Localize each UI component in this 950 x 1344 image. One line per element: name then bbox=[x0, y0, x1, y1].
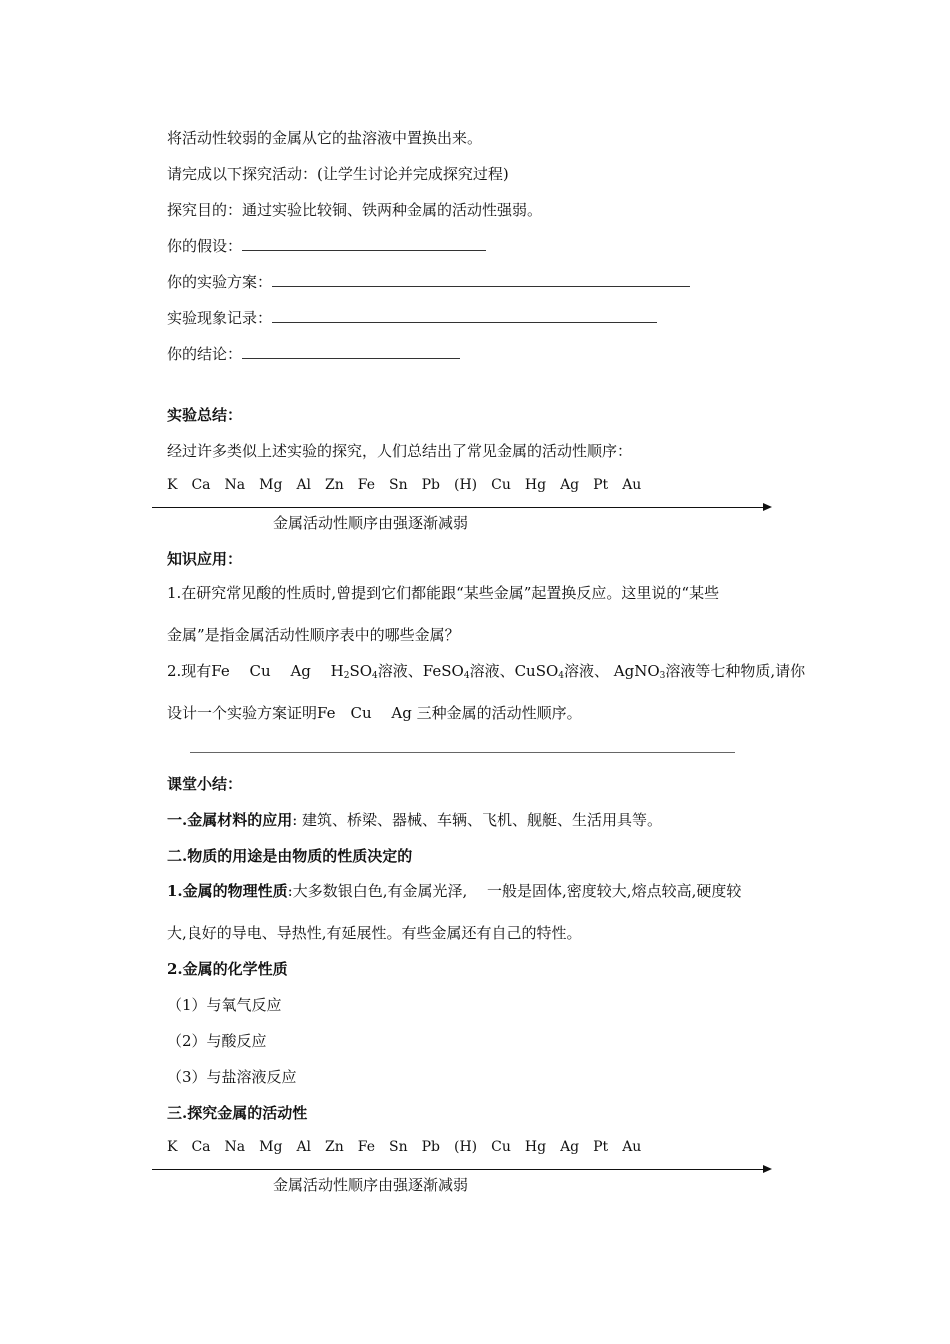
question-1-line-1: 1.在研究常见酸的性质时,曾提到它们都能跟“某些金属”起置换反应。这里说的“某些 bbox=[167, 584, 720, 602]
metal: Fe bbox=[357, 1139, 376, 1155]
summary-point-1-title: 一.金属材料的应用 bbox=[167, 811, 293, 829]
metal: Al bbox=[296, 1139, 312, 1155]
summary-text: 经过许多类似上述实验的探究，人们总结出了常见金属的活动性顺序： bbox=[167, 442, 633, 460]
application-heading: 知识应用： bbox=[167, 550, 243, 568]
intro-text: 将活动性较弱的金属从它的盐溶液中置换出来。 bbox=[167, 129, 483, 147]
subscript: 4 bbox=[558, 671, 565, 681]
summary-heading: 实验总结： bbox=[167, 406, 243, 424]
metal: Pb bbox=[421, 477, 441, 493]
metal: Ag bbox=[560, 1139, 580, 1155]
physical-properties-title: 1.金属的物理性质 bbox=[167, 882, 288, 900]
metal-series-2 bbox=[167, 1139, 655, 1155]
metal: Au bbox=[622, 477, 642, 493]
metal: Sn bbox=[389, 1139, 408, 1155]
record-label: 实验现象记录： bbox=[167, 309, 273, 327]
activity-arrow-1 bbox=[152, 507, 764, 508]
metal: Pt bbox=[593, 1139, 609, 1155]
metal: Zn bbox=[325, 477, 344, 493]
subscript: 3 bbox=[659, 671, 666, 681]
question-1-line-2: 金属”是指金属活动性顺序表中的哪些金属？ bbox=[167, 626, 460, 644]
answer-line[interactable] bbox=[190, 752, 735, 753]
activity-prompt: 请完成以下探究活动：(让学生讨论并完成探究过程) bbox=[167, 165, 509, 183]
metal: Mg bbox=[259, 477, 283, 493]
hypothesis-blank[interactable] bbox=[242, 236, 486, 251]
metal: Ag bbox=[560, 477, 580, 493]
q2-text: 溶液等七种物质,请你 bbox=[665, 662, 806, 680]
record-blank[interactable] bbox=[272, 308, 657, 323]
metal-activity-heading: 三.探究金属的活动性 bbox=[167, 1104, 308, 1122]
conclusion-row bbox=[167, 344, 460, 364]
question-2-line-2: 设计一个实验方案证明Fe Cu Ag 三种金属的活动性顺序。 bbox=[167, 704, 582, 722]
chemical-property-item: （1）与氧气反应 bbox=[167, 996, 282, 1014]
q2-text: SO bbox=[349, 662, 373, 680]
chemical-property-item: （2）与酸反应 bbox=[167, 1032, 267, 1050]
metal: Mg bbox=[259, 1139, 283, 1155]
question-2-line-1 bbox=[167, 661, 805, 686]
metal-series-1 bbox=[167, 477, 655, 493]
metal: Hg bbox=[524, 1139, 547, 1155]
q2-text: 溶液、 AgNO bbox=[564, 662, 660, 680]
metal: Na bbox=[224, 1139, 246, 1155]
metal: Pb bbox=[421, 1139, 441, 1155]
hypothesis-row bbox=[167, 236, 486, 256]
summary-point-1-text: : 建筑、桥梁、器械、车辆、飞机、舰艇、生活用具等。 bbox=[292, 811, 663, 829]
metal: (H) bbox=[454, 1139, 478, 1155]
metal: Ca bbox=[191, 1139, 211, 1155]
metal: Na bbox=[224, 477, 246, 493]
physical-properties-line-1 bbox=[167, 881, 741, 901]
summary-point-1 bbox=[167, 810, 662, 830]
class-summary-heading: 课堂小结： bbox=[167, 775, 243, 793]
purpose-text: 探究目的：通过实验比较铜、铁两种金属的活动性强弱。 bbox=[167, 201, 543, 219]
hypothesis-label: 你的假设： bbox=[167, 237, 243, 255]
plan-row bbox=[167, 272, 690, 292]
metal: K bbox=[167, 477, 178, 493]
metal: K bbox=[167, 1139, 178, 1155]
chemical-properties-heading: 2.金属的化学性质 bbox=[167, 960, 288, 978]
arrow-caption-2: 金属活动性顺序由强逐渐减弱 bbox=[273, 1176, 469, 1194]
q2-text: 溶液、CuSO bbox=[469, 662, 559, 680]
metal: Au bbox=[622, 1139, 642, 1155]
physical-properties-text: :大多数银白色,有金属光泽, 一般是固体,密度较大,熔点较高,硬度较 bbox=[287, 882, 742, 900]
record-row bbox=[167, 308, 657, 328]
subscript: 4 bbox=[463, 671, 470, 681]
plan-blank[interactable] bbox=[272, 272, 690, 287]
metal: Ca bbox=[191, 477, 211, 493]
metal: Cu bbox=[491, 477, 511, 493]
conclusion-blank[interactable] bbox=[242, 344, 460, 359]
subscript: 2 bbox=[343, 671, 350, 681]
subscript: 4 bbox=[372, 671, 378, 681]
conclusion-label: 你的结论： bbox=[167, 345, 243, 363]
q2-text: 2.现有Fe Cu Ag H bbox=[167, 662, 344, 680]
plan-label: 你的实验方案： bbox=[167, 273, 273, 291]
metal: Al bbox=[296, 477, 312, 493]
summary-point-2: 二.物质的用途是由物质的性质决定的 bbox=[167, 847, 413, 865]
metal: (H) bbox=[454, 477, 478, 493]
metal: Fe bbox=[357, 477, 376, 493]
q2-text: 溶液、FeSO bbox=[377, 662, 464, 680]
arrow-caption-1: 金属活动性顺序由强逐渐减弱 bbox=[273, 514, 469, 532]
metal: Zn bbox=[325, 1139, 344, 1155]
physical-properties-line-2: 大,良好的导电、导热性,有延展性。有些金属还有自己的特性。 bbox=[167, 924, 582, 942]
chemical-property-item: （3）与盐溶液反应 bbox=[167, 1068, 297, 1086]
activity-arrow-2 bbox=[152, 1169, 764, 1170]
metal: Cu bbox=[491, 1139, 511, 1155]
metal: Sn bbox=[389, 477, 408, 493]
metal: Pt bbox=[593, 477, 609, 493]
metal: Hg bbox=[524, 477, 547, 493]
